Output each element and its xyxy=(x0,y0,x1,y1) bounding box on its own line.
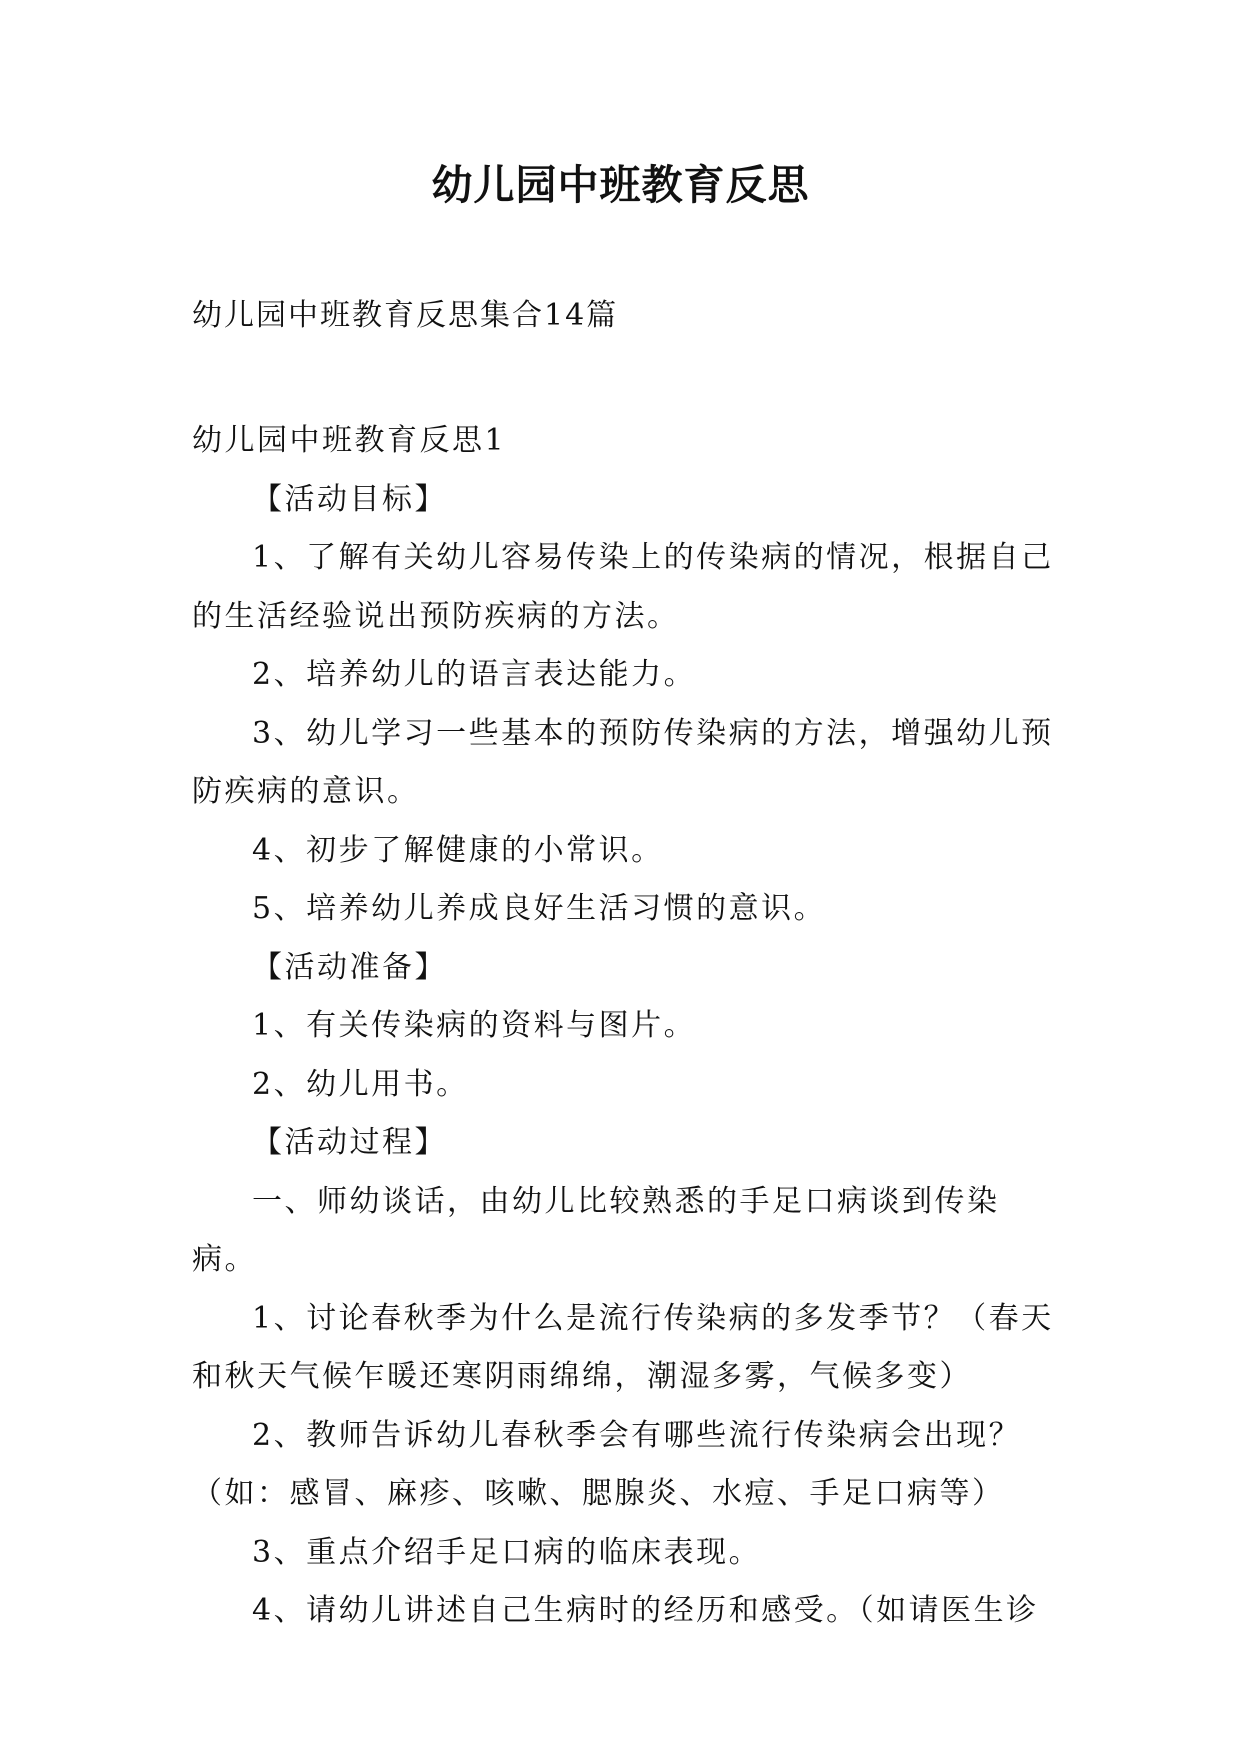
page-title: 幼儿园中班教育反思 xyxy=(431,161,810,209)
activity-goals-heading: 【活动目标】 xyxy=(252,481,447,517)
process-step: 3、重点介绍手足口病的临床表现。 xyxy=(252,1534,762,1570)
goal-item: 1、了解有关幼儿容易传染上的传染病的情况，根据自己的生活经验说出预防疾病的方法。 xyxy=(192,540,1054,634)
process-step: 一、师幼谈话，由幼儿比较熟悉的手足口病谈到传染病。 xyxy=(192,1183,1000,1277)
activity-process-heading: 【活动过程】 xyxy=(252,1125,447,1160)
goal-item: 5、培养幼儿养成良好生活习惯的意识。 xyxy=(252,891,827,926)
preparation-item: 2、幼儿用书。 xyxy=(252,1066,469,1102)
activity-preparation-heading: 【活动准备】 xyxy=(252,949,447,985)
goal-item: 4、初步了解健康的小常识。 xyxy=(252,832,664,868)
document-subtitle: 幼儿园中班教育反思集合14篇 xyxy=(192,298,619,333)
process-step: 1、讨论春秋季为什么是流行传染病的多发季节？（春天和秋天气候乍暖还寒阴雨绵绵，潮湿多雾，气候多变） xyxy=(192,1300,1054,1394)
process-step: 4、请幼儿讲述自己生病时的经历和感受。（如请医生诊 xyxy=(252,1593,1039,1628)
goal-item: 2、培养幼儿的语言表达能力。 xyxy=(252,657,697,692)
process-step: 2、教师告诉幼儿春秋季会有哪些流行传染病会出现？（如：感冒、麻疹、咳嗽、腮腺炎、水痘、手足口病等） xyxy=(192,1417,1022,1511)
section-heading: 幼儿园中班教育反思1 xyxy=(192,423,507,458)
document-body xyxy=(192,412,1060,1641)
preparation-item: 1、有关传染病的资料与图片。 xyxy=(252,1008,697,1043)
goal-item: 3、幼儿学习一些基本的预防传染病的方法，增强幼儿预防疾病的意识。 xyxy=(192,715,1054,809)
